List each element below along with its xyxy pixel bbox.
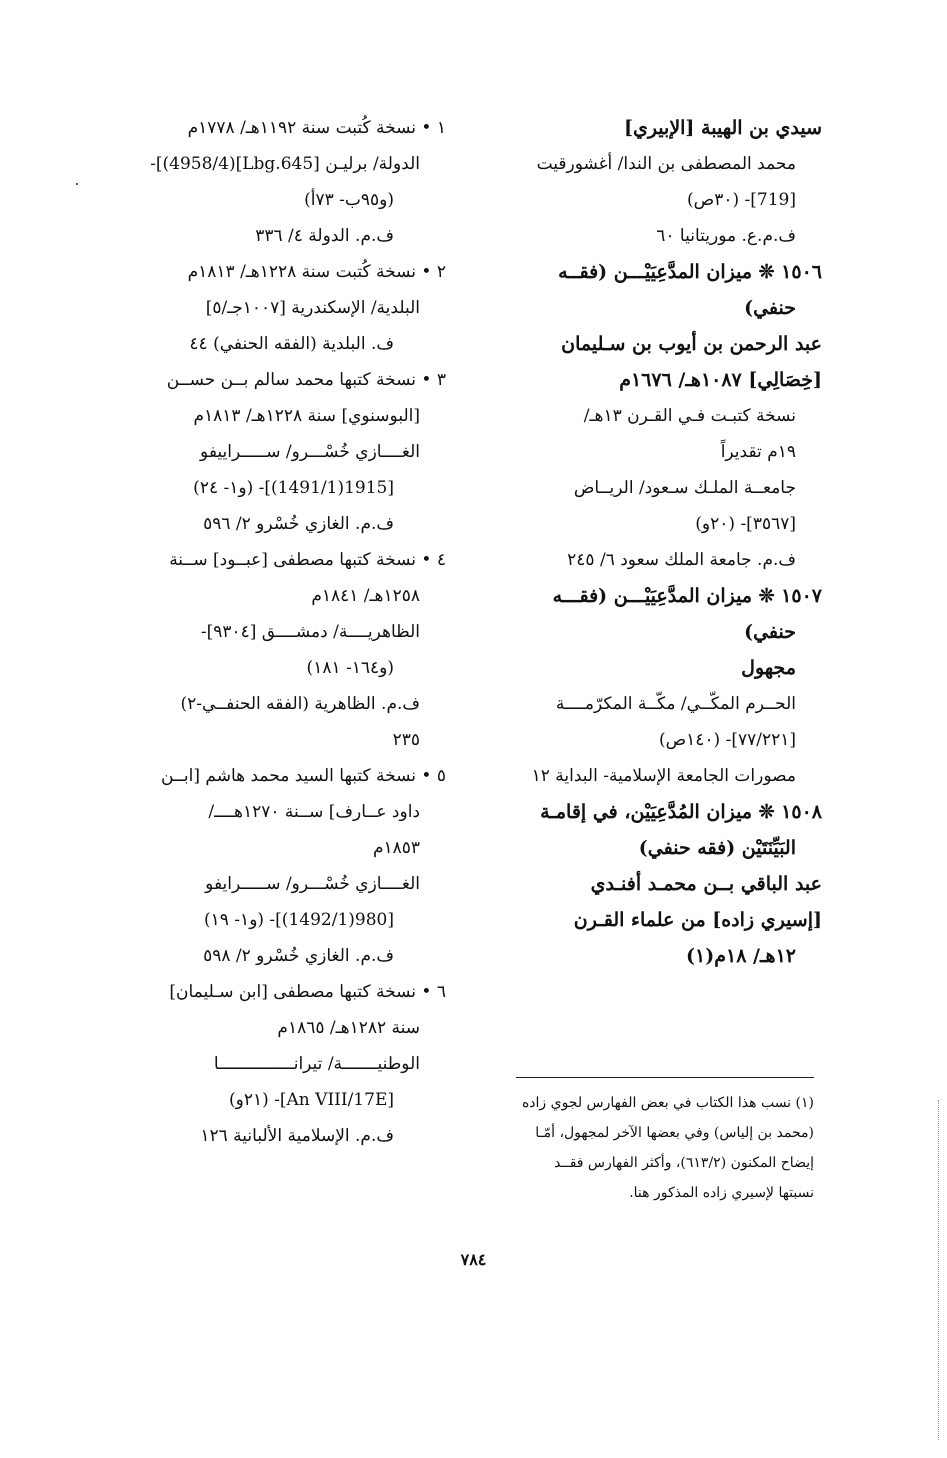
right-column — [470, 110, 822, 974]
manuscript-item-4: ٤ • نسخة كتبها مصطفى [عبــود] ســنة — [169, 550, 446, 570]
entry-heading-1508: ١٥٠٨ ❊ ميزان المُدَّعِيَيْن، في إقامـة — [540, 801, 822, 823]
page-number: ٧٨٤ — [460, 1250, 487, 1269]
text-line: [980(1492/1)]- (و١- ١٩) — [203, 910, 394, 930]
text-line: ف.م. الدولة ٤/ ٣٣٦ — [255, 226, 394, 246]
left-column — [84, 110, 446, 1154]
manuscript-item-1: ١ • نسخة كُتبت سنة ١١٩٢هـ/ ١٧٧٨م — [187, 118, 446, 138]
entry-author-continued: [إسيري زاده] من علماء القـرن — [573, 909, 822, 931]
text-line: البلدية/ الإسكندرية [١٠٠٧جـ/٥] — [205, 298, 420, 318]
footnote-divider — [516, 1077, 814, 1078]
text-line: الغــــازي خُسْـــرو/ ســـــرايفو — [205, 874, 420, 894]
text-line: [1915(1491/1)]- (و١- ٢٤) — [193, 478, 394, 498]
entry-author: سيدي بن الهيبة [الإبيري] — [623, 117, 822, 139]
entry-heading-continued: حنفي) — [744, 621, 796, 643]
text-line: الوطنيـــــــة/ تيرانـــــــــــــــا — [213, 1054, 420, 1074]
entry-heading-continued: حنفي) — [744, 297, 796, 319]
text-line: ف.م. الظاهرية (الفقه الحنفــي-٢) — [180, 694, 420, 714]
footnote-line: (١) نسب هذا الكتاب في بعض الفهارس لجوي زاده — [521, 1095, 814, 1111]
text-line: [البوسنوي] سنة ١٢٢٨هـ/ ١٨١٣م — [193, 406, 420, 426]
text-line: ف.م. الغازي خُسْرو ٢/ ٥٩٨ — [203, 946, 394, 966]
scan-edge-mark — [938, 1100, 939, 1440]
entry-author: عبد الرحمن بن أيوب بن سـليمان — [561, 333, 822, 355]
text-line: الظاهريــــة/ دمشــــق [٩٣٠٤]- — [200, 622, 420, 642]
scan-speck — [76, 183, 78, 185]
footnote-line: إيضاح المكنون (٦١٣/٢)، وأكثر الفهارس فقــد — [554, 1155, 814, 1171]
manuscript-item-2: ٢ • نسخة كُتبت سنة ١٢٢٨هـ/ ١٨١٣م — [187, 262, 446, 282]
footnote-line: نسبتها لإسيري زاده المذكور هنا. — [629, 1185, 814, 1201]
text-line: الحــرم المكّــي/ مكّــة المكرّمــــة — [555, 694, 796, 714]
text-line: [٣٥٦٧]- (٢٠و) — [695, 514, 796, 534]
entry-author-continued: [خِصَالِي] ١٠٨٧هـ/ ١٦٧٦م — [619, 369, 822, 391]
text-line: ١٨٥٣م — [372, 838, 420, 858]
text-line: نسخة كتبـت فـي القـرن ١٣هـ/ — [583, 406, 796, 426]
text-line: [719]- (٣٠ص) — [687, 190, 796, 210]
entry-author-continued: ١٢هـ/ ١٨م(١) — [686, 945, 796, 967]
text-line: ف.م. جامعة الملك سعود ٦/ ٢٤٥ — [567, 550, 796, 570]
text-line: محمد المصطفى بن الندا/ أغشورقيت — [536, 154, 796, 174]
text-line: الدولة/ برليـن [Lbg.645](4958/4)]- — [150, 154, 420, 174]
text-line: ١٩م تقديراً — [720, 442, 796, 462]
text-line: مصورات الجامعة الإسلامية- البداية ١٢ — [531, 766, 796, 786]
entry-heading-1506: ١٥٠٦ ❊ ميزان المدَّعِيَيْـــن (فقــه — [558, 261, 822, 283]
text-line: [An VIII/17E]- (٢١و) — [229, 1090, 394, 1110]
text-line: ف. البلدية (الفقه الحنفي) ٤٤ — [189, 334, 394, 354]
entry-author: مجهول — [741, 657, 796, 679]
manuscript-item-3: ٣ • نسخة كتبها محمد سالم بــن حســن — [166, 370, 446, 390]
footnote — [466, 1088, 814, 1208]
text-line: ١٢٥٨هـ/ ١٨٤١م — [311, 586, 420, 606]
text-line: (و١٦٤- ١٨١) — [306, 658, 394, 678]
manuscript-item-5: ٥ • نسخة كتبها السيد محمد هاشم [ابــن — [161, 766, 446, 786]
text-line: (و٩٥ب- ٧٣أ) — [304, 190, 394, 210]
entry-heading-continued: البَيِّنَتَيْن (فقه حنفي) — [638, 837, 796, 859]
manuscript-item-6: ٦ • نسخة كتبها مصطفى [ابن سـليمان] — [169, 982, 446, 1002]
text-line: ف.م. الغازي خُسْرو ٢/ ٥٩٦ — [203, 514, 394, 534]
footnote-line: (محمد بن إلياس) وفي بعضها الآخر لمجهول، أمّـا — [535, 1125, 814, 1141]
text-line: جامعــة الملـك سـعود/ الريــاض — [573, 478, 796, 498]
text-line: ف.م. الإسلامية الألبانية ١٢٦ — [200, 1126, 394, 1146]
entry-heading-1507: ١٥٠٧ ❊ ميزان المدَّعِيَيْـــن (فقـــه — [552, 585, 822, 607]
entry-author: عبد الباقي بــن محمـد أفنـدي — [590, 873, 822, 895]
text-line: ٢٣٥ — [392, 730, 420, 750]
text-line: [٧٧/٢٢١]- (١٤٠ص) — [658, 730, 796, 750]
text-line: الغــــازي خُسْـــرو/ ســـــراييفو — [200, 442, 420, 462]
text-line: سنة ١٢٨٢هـ/ ١٨٦٥م — [277, 1018, 420, 1038]
text-line: داود عــارف] ســنة ١٢٧٠هــــ/ — [208, 802, 420, 822]
text-line: ف.م.ع. موريتانيا ٦٠ — [656, 226, 796, 246]
